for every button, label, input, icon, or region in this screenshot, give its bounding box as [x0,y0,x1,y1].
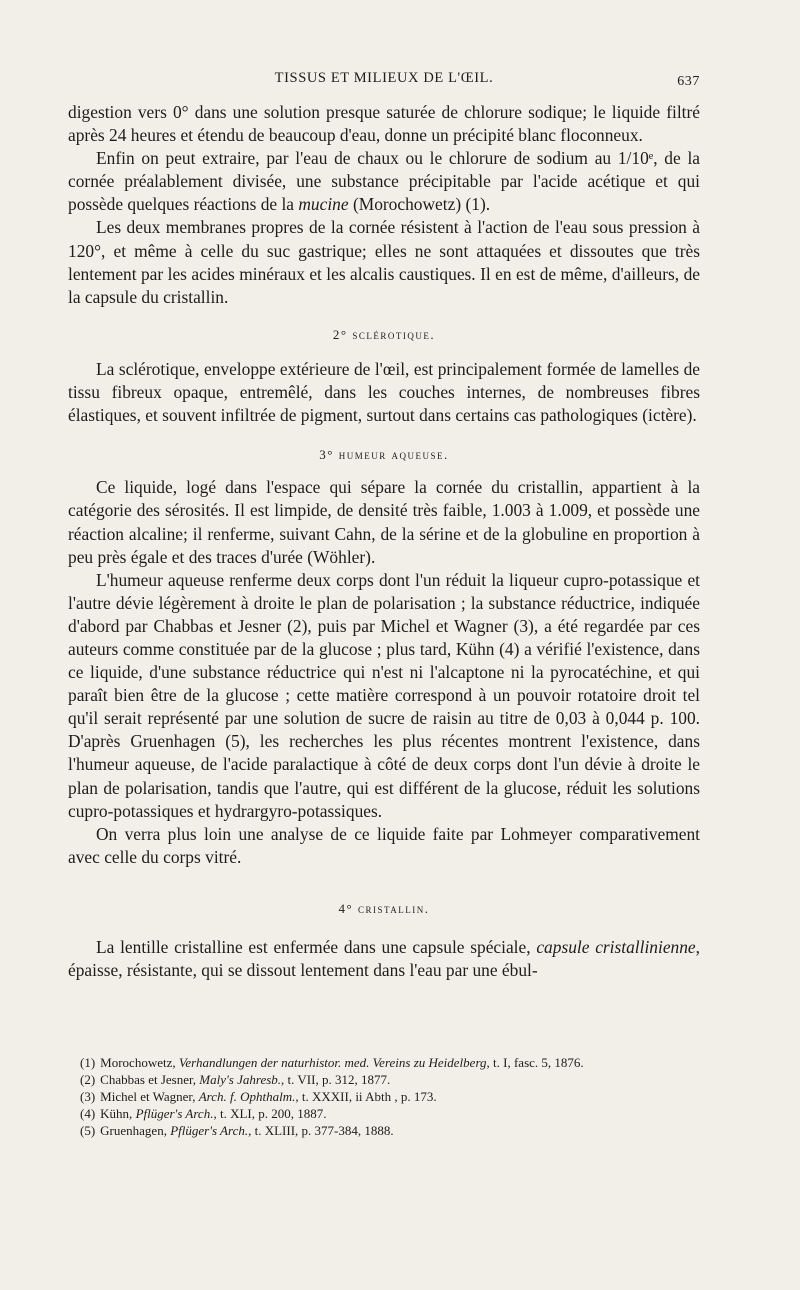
footnote [68,1054,700,1071]
paragraph-1: digestion vers 0° dans une solution presque saturée de chlorure sodique; le liquide filtré après 24 heures et étendu de beaucoup d'eau, donne un précipité blanc floconneux. [68,102,700,146]
footnote-number: (4) [80,1106,96,1121]
header-title: TISSUS ET MILIEUX DE L'ŒIL. [274,70,494,86]
footnote-author: Kühn, [100,1106,136,1121]
footnote-number: (1) [80,1055,96,1070]
main-text [68,101,700,982]
footnote-author: Morochowetz, [100,1055,179,1070]
footnote-rest: , t. XXXII, ii Abth , p. 173. [295,1089,437,1104]
paragraph-8-text-b: , épaisse, résistante, qui se dissout lentement dans l'eau par une ébul- [68,937,701,981]
footnotes [68,1054,700,1139]
footnote-work: Maly's Jahresb. [199,1072,282,1087]
footnote [68,1105,700,1122]
footnote [68,1088,700,1105]
paragraph-2-text-b: (Morochowetz) (1). [348,194,491,215]
footnote-work: Pflüger's Arch. [170,1123,249,1138]
paragraph-8 [68,936,700,982]
paragraph-3: Les deux membranes propres de la cornée résistent à l'action de l'eau sous pression à 120°, et même à celle du suc gastrique; elles ne sont attaquées et dissoutes que très lentement par les acides minéraux et les alcalis caustiques. Il en est de même, d'ailleurs, de la capsule du cristallin. [68,217,700,307]
section-heading-humeur-aqueuse: 3° humeur aqueuse. [319,447,449,463]
footnote-author: Gruenhagen, [100,1123,171,1138]
paragraph-2-italic: mucine [298,194,349,215]
footnote-number: (3) [80,1089,96,1104]
paragraph-8-italic: capsule cristallinienne [536,937,696,957]
page-number: 637 [677,74,700,89]
footnote-work: Arch. f. Ophthalm. [198,1089,296,1104]
section-heading-cristallin: 4° cristallin. [338,900,430,916]
footnote-work: Pflüger's Arch. [135,1106,214,1121]
footnote-number: (2) [80,1072,96,1087]
footnote [68,1122,700,1139]
footnote-rest: , t. VII, p. 312, 1877. [281,1072,391,1087]
footnote-author: Chabbas et Jesner, [100,1072,200,1087]
paragraph-4: La sclérotique, enveloppe extérieure de l'œil, est principalement formée de lamelles de tissu fibreux opaque, entremêlé, dans les couches internes, de nombreuses fibres élastiques, et souvent infiltrée de pigment, surtout dans certains cas pathologiques (ictère). [68,358,700,426]
footnote-work: Verhandlungen der naturhistor. med. Vereins zu Heidelberg [178,1055,487,1070]
footnote-author: Michel et Wagner, [100,1089,199,1104]
footnote-rest: , t. XLI, p. 200, 1887. [213,1106,327,1121]
paragraph-8-text-a: La lentille cristalline est enfermée dans une capsule spéciale, [96,937,537,957]
paragraph-7: On verra plus loin une analyse de ce liquide faite par Lohmeyer comparativement avec celle du corps vitré. [68,823,700,867]
footnote-rest: , t. I, fasc. 5, 1876. [486,1055,584,1070]
paragraph-5: Ce liquide, logé dans l'espace qui sépare la cornée du cristallin, appartient à la catégorie des sérosités. Il est limpide, de densité très faible, 1.003 à 1.009, et possède une réaction alcaline; il renferme, suivant Cahn, de la sérine et de la globuline en proportion à peu près égale et des traces d'urée (Wöhler). [68,477,700,567]
paragraph-2 [68,147,700,216]
section-heading-sclerotique: 2° sclérotique. [332,326,436,342]
paragraph-6: L'humeur aqueuse renferme deux corps dont l'un réduit la liqueur cupro-potassique et l'autre dévie légèrement à droite le plan de polarisation ; la substance réductrice, indiquée d'abord par Chabbas et Jesner (2), puis par Michel et Wagner (3), a été regardée par ces auteurs comme constituée par de la glucose ; plus tard, Kühn (4) a vérifié l'existence, dans ce liquide, d'une substance réductrice qui n'est ni l'alcaptone ni la pyrocatéchine, et qui paraît bien être de la glucose ; cette matière correspond à un pouvoir rotatoire droit tel qu'il serait représenté par une solution de sucre de raisin au titre de 0,03 à 0,044 p. 100. D'après Gruenhagen (5), les recherches les plus récentes montrent l'existence, dans l'humeur aqueuse, de l'acide paralactique à côté de deux corps dont l'un dévie à droite le plan de polarisation, tandis que l'autre, qui est différent de la glucose, réduit les solutions cupro-potassiques et hydrargyro-potassiques. [68,569,700,821]
footnote-number: (5) [80,1123,96,1138]
paragraph-2-text-a: Enfin on peut extraire, par l'eau de chaux ou le chlorure de sodium au 1/10ᵉ, de la cornée préalablement divisée, une substance précipitable par l'acide acétique et qui possède quelques réactions de la [68,148,700,215]
footnote [68,1071,700,1088]
footnote-rest: , t. XLIII, p. 377-384, 1888. [248,1123,394,1138]
